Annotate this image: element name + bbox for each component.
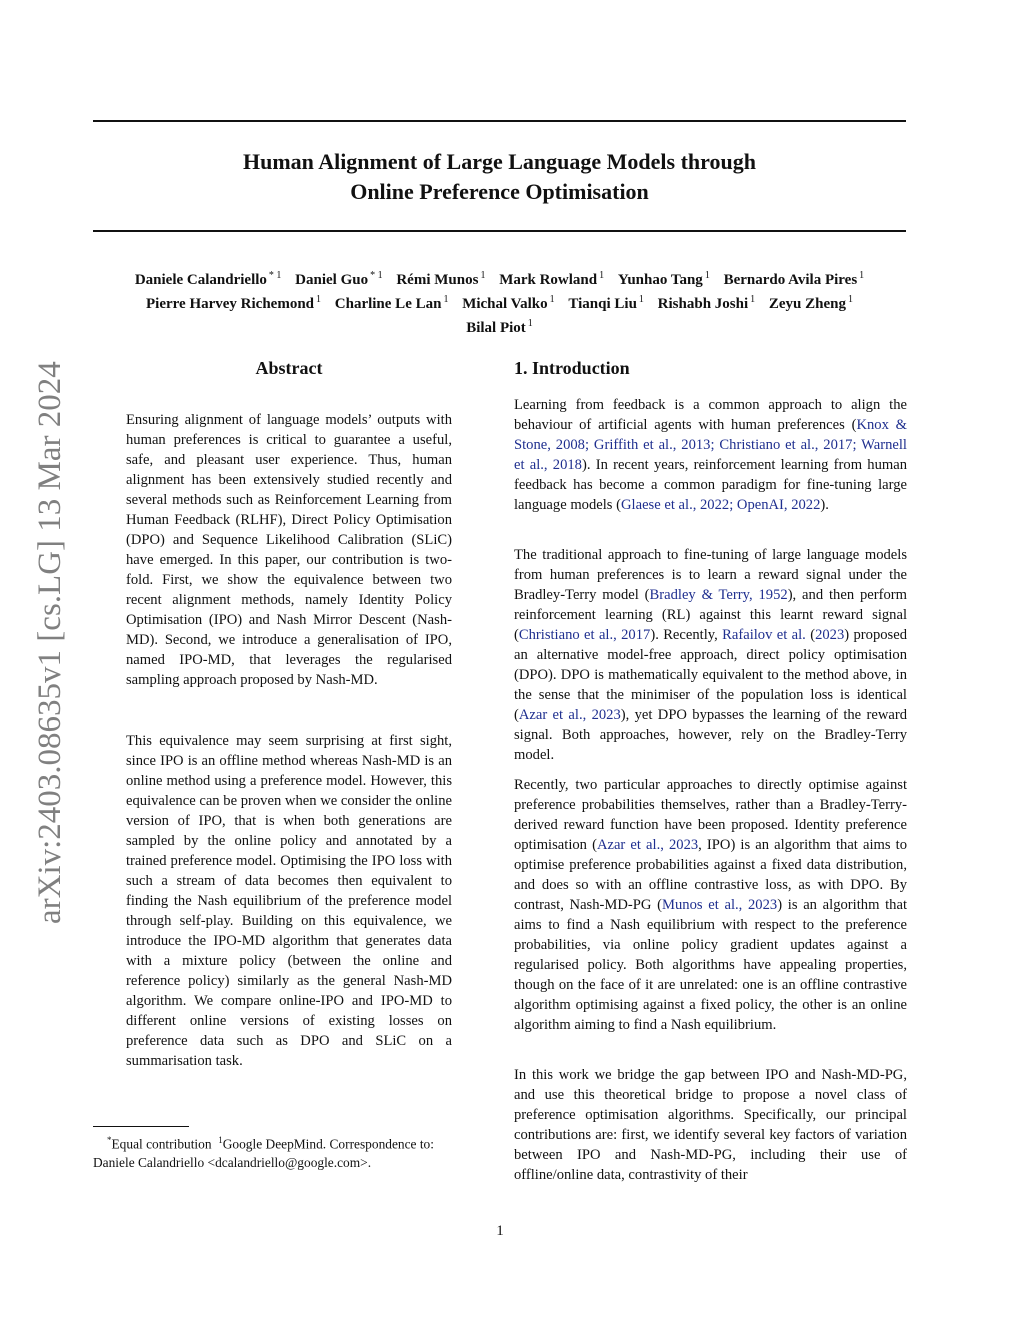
section-heading-introduction: 1. Introduction	[514, 358, 630, 378]
footnote-line-1	[93, 1131, 493, 1153]
footnote-mark: 1	[218, 1135, 223, 1145]
title-line-2: Online Preference Optimisation	[350, 179, 649, 204]
author	[658, 296, 755, 312]
paragraph-text: ) proposed an alternative model-free approach, direct policy optimisation (DPO). DPO is mathematically equivalent to the method above, in the sense that the minimiser of the population loss is identical (	[514, 627, 907, 723]
author-affiliation: 1	[480, 270, 486, 281]
citation-link[interactable]: Rafailov et al.	[722, 627, 806, 643]
abstract-paragraph-1: Ensuring alignment of language models’ outputs with human preferences is critical to guarantee a useful, safe, and pleasant user experience. Thus, human alignment has been extensively studied recently and several methods such as Reinforcement Learning from Human Feedback (RLHF), Direct Policy Optimisation (DPO) and Sequence Likelihood Calibration (SLiC) have emerged. In this paper, our contribution is two-fold. First, we show the equivalence between two recent alignment methods, namely Identity Policy Optimisation (IPO) and Nash Mirror Descent (Nash-MD). Second, we introduce a generalisation of IPO, named IPO-MD, that leverages the regularised sampling approach proposed by Nash-MD.	[126, 412, 452, 688]
author	[295, 272, 382, 288]
paragraph-text: ). Recently,	[650, 627, 723, 643]
author-affiliation: 1	[527, 318, 533, 329]
author-name: Pierre Harvey Richemond	[146, 296, 315, 312]
footnote	[93, 1131, 493, 1172]
paragraph-text: , IPO) is an algorithm that aims to optimise preference probabilities against a fixed data distribution, and does so with an offline contrastive loss, as with DPO. By contrast, Nash-MD-PG (	[514, 837, 907, 913]
footnote-rule	[93, 1126, 189, 1127]
abstract-paragraph-2: This equivalence may seem surprising at first sight, since IPO is an offline method whereas Nash-MD is an online method using a preference model. However, this equivalence can be proven when we consider the online version of IPO, that is when both generations are sampled by the online policy and annotated by a trained preference model. Optimising the IPO loss with such a stream of data becomes then equivalent to finding the Nash equilibrium of the preference model through self-play. Building on this equivalence, we introduce the IPO-MD algorithm that generates data with a mixture policy (between the online and reference policy) similarly as the general Nash-MD algorithm. We compare online-IPO and IPO-MD to different online versions of existing losses on preference data such as DPO and SLiC on a summarisation task.	[126, 733, 452, 1069]
paragraph-text: ), and then perform reinforcement learning (RL) against this learnt reward signal (	[514, 587, 907, 643]
author	[618, 272, 710, 288]
paragraph-text: ), yet DPO bypasses the learning of the reward signal. Both approaches, however, rely on the Bradley-Terry model.	[514, 707, 907, 763]
author-name: Bilal Piot	[466, 320, 526, 336]
author	[499, 272, 604, 288]
title-line-1: Human Alignment of Large Language Models through	[243, 149, 756, 174]
paragraph-text: ). In recent years, reinforcement learning from human feedback has become a common paradigm for fine-tuning large language models (	[514, 457, 907, 513]
paper-title	[93, 147, 906, 207]
author-name: Rémi Munos	[396, 272, 479, 288]
citation-link[interactable]: Knox & Stone, 2008; Griffith et al., 2013; Christiano et al., 2017; Warnell et al., 2018	[514, 417, 907, 473]
footnote-mark: *	[107, 1135, 112, 1145]
author	[396, 272, 485, 288]
citation-link[interactable]: Glaese et al., 2022; OpenAI, 2022	[621, 497, 821, 513]
citation-link[interactable]: Azar et al., 2023	[596, 837, 699, 853]
paragraph-text: (	[805, 627, 816, 643]
author-name: Bernardo Avila Pires	[723, 272, 858, 288]
title-bottom-rule	[93, 230, 906, 232]
author-list	[93, 266, 906, 338]
author-affiliation: 1	[599, 270, 605, 281]
author-name: Tianqi Liu	[568, 296, 637, 312]
author-affiliation: 1	[316, 294, 322, 305]
author-name: Mark Rowland	[499, 272, 598, 288]
paragraph-text: Learning from feedback is a common approach to align the behaviour of artificial agents with human preferences (	[514, 397, 907, 433]
intro-paragraph-4: In this work we bridge the gap between IPO and Nash-MD-PG, and use this theoretical bridge to propose a novel class of preference optimisation algorithms. Specifically, our principal contributions are: first, we identify several key factors of variation between IPO and Nash-MD-PG, including their use of offline/online data, contrastivity of their	[514, 1067, 907, 1183]
author-name: Yunhao Tang	[617, 272, 703, 288]
author-name: Rishabh Joshi	[657, 296, 749, 312]
author-affiliation: * 1	[370, 270, 383, 281]
footnote-text: Equal contribution	[111, 1136, 212, 1152]
citation-link[interactable]: Azar et al., 2023	[518, 707, 621, 723]
footnote-text: Google DeepMind. Correspondence to:	[222, 1136, 434, 1152]
author-affiliation: 1	[704, 270, 710, 281]
author	[135, 272, 282, 288]
intro-paragraph-1	[514, 395, 907, 515]
author-affiliation: 1	[638, 294, 644, 305]
citation-link[interactable]: Bradley & Terry, 1952	[649, 587, 788, 603]
author-affiliation: 1	[859, 270, 865, 281]
citation-link[interactable]: Munos et al., 2023	[662, 897, 778, 913]
author-name: Michal Valko	[462, 296, 548, 312]
abstract-heading: Abstract	[255, 358, 323, 378]
author-affiliation: 1	[549, 294, 555, 305]
author-line-1	[93, 266, 906, 290]
author-line-3	[93, 314, 906, 338]
author-affiliation: 1	[750, 294, 756, 305]
author-affiliation: 1	[443, 294, 449, 305]
author	[335, 296, 449, 312]
author-affiliation: 1	[848, 294, 853, 305]
paragraph-text: Recently, two particular approaches to directly optimise against preference probabilities themselves, rather than a Bradley-Terry-derived reward function have been proposed. Identity preference optimisation (	[514, 777, 907, 853]
author	[466, 320, 533, 336]
author	[146, 296, 321, 312]
footnote-line-2: Daniele Calandriello <dcalandriello@google.com>.	[93, 1155, 372, 1171]
citation-link[interactable]: Christiano et al., 2017	[518, 627, 651, 643]
citation-link[interactable]: 2023	[815, 627, 845, 643]
author-name: Charline Le Lan	[334, 296, 442, 312]
author-line-2	[93, 290, 906, 314]
author-name: Daniel Guo	[295, 272, 369, 288]
intro-paragraph-2	[514, 545, 907, 765]
page-number: 1	[496, 1223, 504, 1239]
paragraph-text: ).	[820, 497, 829, 513]
author	[462, 296, 554, 312]
author	[724, 272, 865, 288]
author	[568, 296, 644, 312]
intro-paragraph-3	[514, 775, 907, 1035]
paragraph-text: The traditional approach to fine-tuning of large language models from human preferences is to learn a reward signal under the Bradley-Terry model (	[514, 547, 907, 603]
author-name: Daniele Calandriello	[134, 272, 267, 288]
author-name: Zeyu Zheng	[768, 296, 846, 312]
top-rule	[93, 120, 906, 122]
author	[769, 296, 853, 312]
author-affiliation: * 1	[268, 270, 282, 281]
paragraph-text: ) is an algorithm that aims to find a Nash equilibrium with respect to the preference probabilities, via online policy gradient updates against a regularised policy. Both algorithms have appealing properties, though on the face of it are unrelated: one is an offline contrastive algorithm optimising against a fixed policy, the other is an online algorithm aiming to find a Nash equilibrium.	[514, 897, 907, 1033]
arxiv-identifier: arXiv:2403.08635v1 [cs.LG] 13 Mar 2024	[32, 361, 68, 925]
